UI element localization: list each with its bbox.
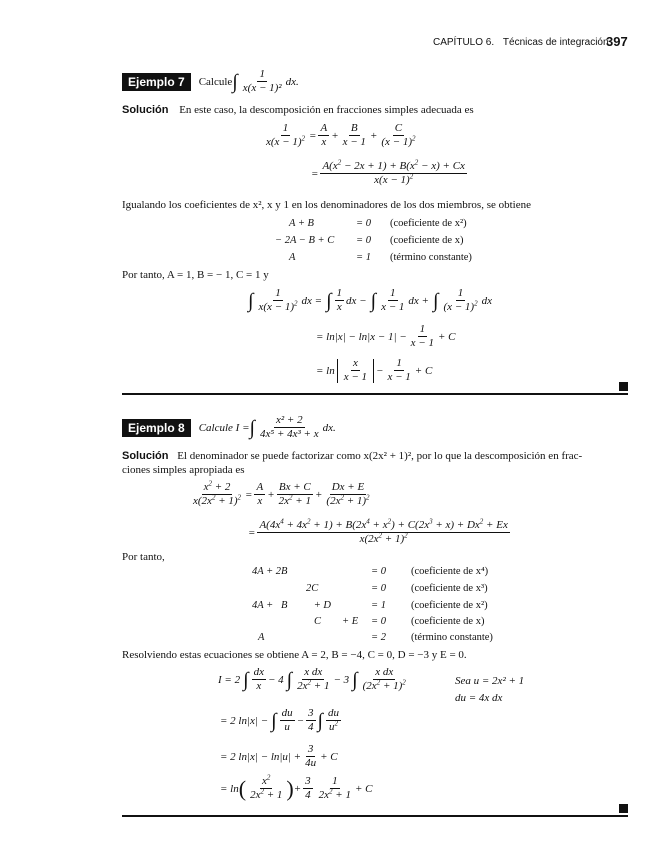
ex8-por-tanto: Por tanto,	[122, 551, 165, 563]
substitution-u: Sea u = 2x² + 1	[455, 675, 525, 687]
example-8-prompt: Calcule I =	[198, 421, 250, 434]
ex7-decomposition: $\frac{1}{x(x - 1)^2}$ = $\frac{A}{x}$ + $\frac{B}{x - 1}$ + $\frac{C}{(x - 1)^2}$	[266, 122, 416, 148]
ex8-decomposition-2: = $\frac{A(4x^4 + 4x^2 + 1) + B(2x^4 + x^2) + C(2x^3 + x) + Dx^2 + Ex}{x(2x^2 + 1)^2}$	[248, 517, 508, 545]
section-divider	[122, 393, 628, 395]
ex8-result-4: = ln ( $\frac{x^2}{2x^2 + 1}$ ) + $\frac{3}{4}$ $\frac{1}{2x^2 + 1}$ + C	[220, 773, 373, 801]
integral-sign: ∫	[232, 70, 238, 93]
ex7-por-tanto: Por tanto, A = 1, B = − 1, C = 1 y	[122, 269, 269, 281]
page-number: 397	[606, 34, 628, 49]
ex7-result-3: = ln $\frac{x}{x - 1}$ − $\frac{1}{x - 1}$ + C	[316, 357, 433, 383]
ex7-igualando: Igualando los coeficientes de x², x y 1 en los denominadores de los dos miembros, se obtiene	[122, 199, 531, 211]
ex8-resolviendo: Resolviendo estas ecuaciones se obtiene A = 2, B = −4, C = 0, D = −3 y E = 0.	[122, 649, 467, 661]
solution-label: Solución	[122, 450, 169, 462]
solution-text-1: El denominador se puede factorizar como x(2x² + 1)², por lo que la descomposición en frac-	[177, 450, 583, 462]
example-8-heading: Ejemplo 8 Calcule I = ∫ $\frac{\text{x² + 2}}{\text{4x⁵ + 4x³ + x}}$ dx.	[122, 414, 336, 441]
ex7-result-1: ∫ $\frac{1}{x(x - 1)^2}$ dx = ∫ $\frac{1}{x}$ dx − ∫ $\frac{1}{x - 1}$ dx + ∫ $\frac{1}{(x - 1)^2}$ dx	[248, 287, 492, 313]
example-7-prompt: Calcule	[198, 75, 233, 88]
chapter-label: CAPÍTULO 6.	[433, 37, 495, 48]
example-8-badge: Ejemplo 8	[122, 419, 191, 437]
running-header	[433, 37, 609, 48]
end-of-example-mark	[619, 382, 628, 391]
ex8-result-3: = 2 ln|x| − ln|u| + $\frac{3}{4u}$ + C	[220, 743, 338, 769]
solution-text-2: ciones simples apropiada es	[122, 464, 245, 476]
end-of-example-mark	[619, 804, 628, 813]
ex7-result-2: = ln|x| − ln|x − 1| − $\frac{1}{x - 1}$ + C	[316, 323, 456, 349]
solution-text: En este caso, la descomposición en fracciones simples adecuada es	[179, 104, 474, 116]
section-divider	[122, 815, 628, 817]
example-7-integrand: $\frac{1}{\text{x(x − 1)²}}$	[242, 68, 282, 94]
substitution-du: du = 4x dx	[455, 692, 503, 704]
example-7-heading: Ejemplo 7 Calcule ∫ $\frac{1}{\text{x(x − 1)²}}$ dx.	[122, 68, 299, 95]
example-8-solution	[122, 450, 582, 462]
example-7-badge: Ejemplo 7	[122, 73, 191, 91]
ex8-decomposition: $\frac{x^2 + 2}{x(2x^2 + 1)^2}$ = $\frac{A}{x}$ + $\frac{Bx + C}{2x^2 + 1}$ + $\frac{Dx + E}{(2x^2 + 1)^2}$	[193, 479, 370, 507]
section-title: Técnicas de integración	[502, 37, 609, 48]
ex8-result-2: = 2 ln|x| − ∫ $\frac{du}{u}$ − $\frac{3}{4}$ ∫ $\frac{du}{u^2}$	[220, 707, 339, 733]
ex7-decomposition-2: = $\frac{A(x^2 - 2x + 1) + B(x^2 - x) + Cx}{x(x - 1)^2}$	[311, 158, 465, 186]
integral-sign: ∫	[249, 416, 255, 439]
solution-label: Solución	[122, 104, 169, 116]
example-8-integrand: $\frac{\text{x² + 2}}{\text{4x⁵ + 4x³ + x}}$	[259, 414, 319, 440]
example-7-solution	[122, 104, 474, 116]
ex8-result-1: I = 2 ∫ $\frac{dx}{x}$ − 4 ∫ $\frac{\text{x dx}}{2x^2 + 1}$ − 3 ∫ $\frac{\text{x dx}}{(2x^2 + 1)^2}$	[218, 666, 406, 692]
